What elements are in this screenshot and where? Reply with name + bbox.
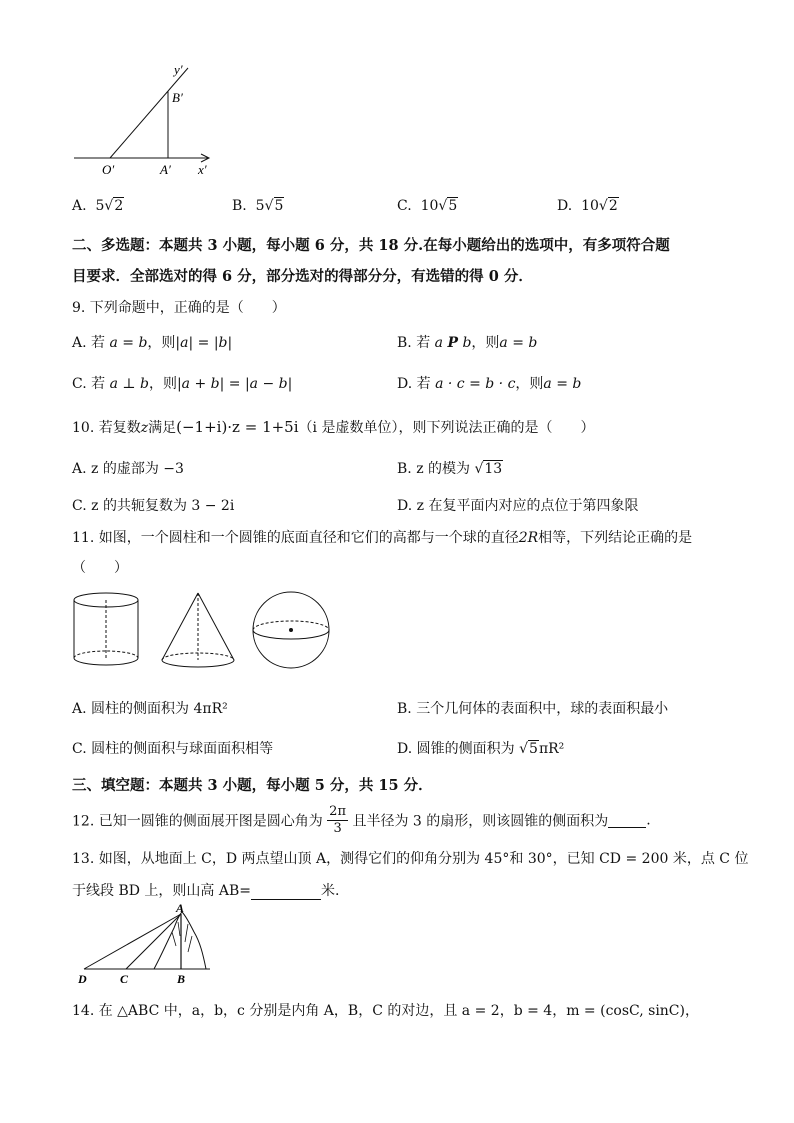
fig-label-b: B: [177, 972, 186, 986]
q8-option-a[interactable]: A. 5√2: [72, 198, 124, 214]
q8-option-c[interactable]: C. 10√5: [397, 198, 458, 214]
label-x-prime: x′: [198, 162, 207, 177]
q11-stem-paren: （ ）: [72, 560, 128, 576]
q11-option-d[interactable]: D. 圆锥的侧面积为 √5πR²: [397, 741, 565, 757]
q12-text: 12. 已知一圆锥的侧面展开图是圆心角为 $\frac{2\pi}{3}$ 且半径为 3 的扇形，则该圆锥的侧面积为 .: [72, 804, 651, 836]
label-o-prime: O′: [102, 162, 115, 177]
cone-figure: [158, 590, 240, 672]
q8-option-b[interactable]: B. 5√5: [232, 198, 284, 214]
q9-option-a[interactable]: A. 若 a = b，则|a| = |b|: [72, 335, 233, 351]
q10-option-d[interactable]: D. z 在复平面内对应的点位于第四象限: [397, 498, 639, 514]
fig-label-c: C: [120, 972, 129, 986]
q13-answer-blank[interactable]: [251, 885, 321, 900]
fig-label-d: D: [78, 972, 87, 986]
q13-line2: 于线段 BD 上，则山高 AB= 米.: [72, 883, 340, 899]
label-b-prime: B′: [172, 90, 183, 105]
mountain-figure: [76, 902, 216, 988]
q9-stem: 9. 下列命题中，正确的是（ ）: [72, 300, 286, 316]
q13-line1: 13. 如图，从地面上 C，D 两点望山顶 A，测得它们的仰角分别为 45°和 30°，已知 CD = 200 米，点 C 位: [72, 851, 749, 867]
cylinder-figure: [70, 590, 144, 672]
q11-option-b[interactable]: B. 三个几何体的表面积中，球的表面积最小: [397, 701, 669, 717]
q10-stem: 10. 若复数z满足(−1+i)·z = 1+5i（i 是虚数单位），则下列说法正确的是（ ）: [72, 418, 595, 436]
q12-answer-blank[interactable]: [608, 813, 646, 828]
q9-option-d[interactable]: D. 若 a · c = b · c，则a = b: [397, 376, 582, 392]
q10-option-a[interactable]: A. z 的虚部为 −3: [72, 461, 184, 477]
q14-text: 14. 在 △ABC 中，a，b，c 分别是内角 A，B，C 的对边，且 a = 2，b = 4，m = (cosC, sinC)，: [72, 1003, 699, 1019]
q10-option-c[interactable]: C. z 的共轭复数为 3 − 2i: [72, 498, 235, 514]
fig-label-a: A: [176, 902, 185, 915]
label-y-prime: y′: [174, 62, 183, 77]
section2-heading-line2: 目要求．全部选对的得 6 分，部分选对的得部分分，有选错的得 0 分．: [72, 268, 533, 285]
oblique-axes-figure: [68, 60, 218, 180]
section2-heading-line1: 二、多选题：本题共 3 小题，每小题 6 分，共 18 分.在每小题给出的选项中，有多项符合题: [72, 237, 670, 254]
label-a-prime: A′: [160, 162, 171, 177]
q11-stem: 11. 如图，一个圆柱和一个圆锥的底面直径和它们的高都与一个球的直径2R相等，下列结论正确的是: [72, 530, 693, 546]
q11-option-c[interactable]: C. 圆柱的侧面积与球面面积相等: [72, 741, 274, 757]
sphere-figure: [250, 590, 334, 672]
q9-option-c[interactable]: C. 若 a ⊥ b，则|a + b| = |a − b|: [72, 376, 293, 392]
q11-option-a[interactable]: A. 圆柱的侧面积为 4πR²: [72, 701, 228, 717]
q8-option-d[interactable]: D. 10√2: [557, 198, 618, 214]
q9-option-b[interactable]: B. 若 a P b，则a = b: [397, 335, 538, 351]
q10-option-b[interactable]: B. z 的模为 √13: [397, 461, 503, 477]
section3-heading: 三、填空题：本题共 3 小题，每小题 5 分，共 15 分．: [72, 777, 433, 794]
